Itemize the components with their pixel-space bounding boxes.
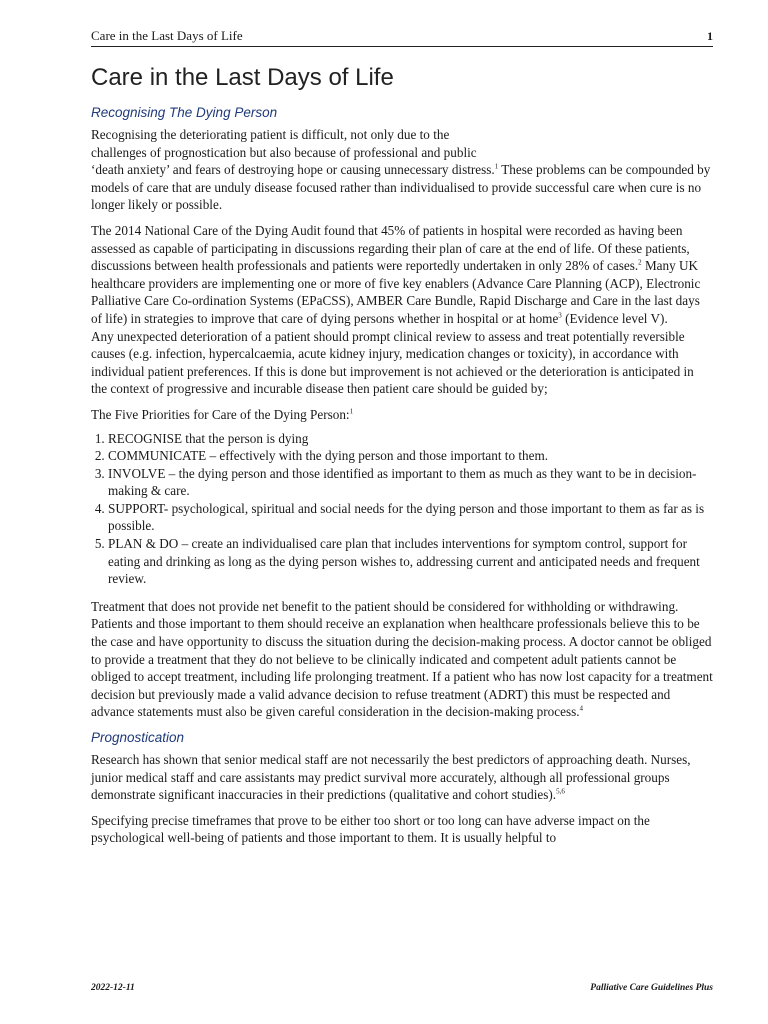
citation: 1	[349, 407, 354, 416]
list-item: 5. PLAN & DO – create an individualised care plan that includes interventions for symptom control, support for eating and drinking as long as the dying person wishes to, addressing current and anticipated needs and frequent review.	[108, 535, 713, 588]
list-item: 1. RECOGNISE that the person is dying	[108, 430, 713, 448]
citation: 2	[638, 258, 642, 267]
document-body	[91, 104, 713, 855]
paragraph-deterioration: Any unexpected deterioration of a patient should prompt clinical review to assess and treat potentially reversible causes (e.g. infection, hypercalcaemia, acute kidney injury, medication changes or toxicity), in accordance with individual patient preferences. If this is done but improvement is not achieved or the deterioration is anticipated in the context of progressive and incurable disease then patient care should be guided by;	[91, 328, 694, 397]
paragraph-research	[91, 751, 713, 804]
paragraph-recognising	[91, 126, 713, 214]
text-line: ‘death anxiety’ and fears of destroying hope or causing unnecessary distress.	[91, 162, 495, 178]
footer-date: 2022-12-11	[91, 983, 135, 993]
text-line: Recognising the deteriorating patient is difficult, not only due to the	[91, 127, 450, 142]
paragraph-treatment	[91, 598, 713, 721]
section-heading-prognostication: Prognostication	[91, 730, 185, 745]
text-line: challenges of prognostication but also because of professional and public	[91, 144, 477, 160]
text-run: Treatment that does not provide net benefit to the patient should be considered for withholding or withdrawing. Patients and those important to them should receive an explanation when healthcare professionals believe this to be the case and have opportunity to discuss the situation during the decision-making process. A doctor cannot be obliged to provide a treatment that they do not believe to be clinically indicated and competent adult patients cannot be obliged to accept treatment, including life prolonging treatment. If a patient who has now lost capacity for a treatment decision but previously made a valid advance decision to refuse treatment (ADRT) this must be respected and advance statements must also be given careful consideration in the decision-making process.	[91, 598, 713, 720]
page-header	[91, 26, 713, 47]
text-run: Many UK healthcare providers are implementing one or more of five key enablers (Advance Care Planning (ACP), Electronic Palliative Care Co-ordination Systems (EPaCSS), AMBER Care Bundle, Rapid Discharge and Care in the last days of life) in strategies to improve that care of dying persons whether in hospital or at home	[91, 258, 701, 326]
citation: 1	[494, 162, 499, 171]
paragraph-audit	[91, 222, 713, 328]
list-item: 2. COMMUNICATE – effectively with the dying person and those important to them.	[108, 447, 713, 465]
list-item: 3. INVOLVE – the dying person and those identified as important to them as much as they want to be in decision-making & care.	[108, 465, 713, 500]
citation: 4	[579, 705, 584, 714]
text-run: (Evidence level V).	[561, 310, 668, 326]
text-run: Research has shown that senior medical staff are not necessarily the best predictors of approaching death. Nurses, junior medical staff and care assistants may predict survival more accurately, although all professional groups demonstrate significant inaccuracies in their predictions (qualitative and cohort studies).	[91, 752, 691, 803]
text-run: These problems can be compounded by models of care that are unduly disease focused rather than individualised to provide successful care when cure is no longer likely or possible.	[91, 162, 711, 213]
list-item: 4. SUPPORT- psychological, spiritual and social needs for the dying person and those important to them as far as is possible.	[108, 500, 713, 535]
section-heading-recognising: Recognising The Dying Person	[91, 105, 278, 120]
text-run: The Five Priorities for Care of the Dying Person:	[91, 406, 350, 422]
page-number: 1	[707, 29, 713, 43]
citation: 3	[558, 311, 562, 320]
text-run: The 2014 National Care of the Dying Audit found that 45% of patients in hospital were recorded as having been assessed as capable of participating in discussions regarding their plan of care at the end of life. Of these patients, discussions between health professionals and patients were reportedly undertaken in only 28% of cases.	[91, 222, 690, 274]
priorities-list	[91, 430, 713, 588]
footer-publisher: Palliative Care Guidelines Plus	[590, 983, 713, 993]
priorities-intro	[91, 406, 713, 424]
citation: 5,6	[556, 787, 565, 796]
page-title: Care in the Last Days of Life	[91, 64, 394, 91]
paragraph-timeframes: Specifying precise timeframes that prove to be either too short or too long can have adverse impact on the psychological well-being of patients and those important to them. It is usually helpful to	[91, 812, 650, 846]
running-title: Care in the Last Days of Life	[91, 28, 243, 43]
